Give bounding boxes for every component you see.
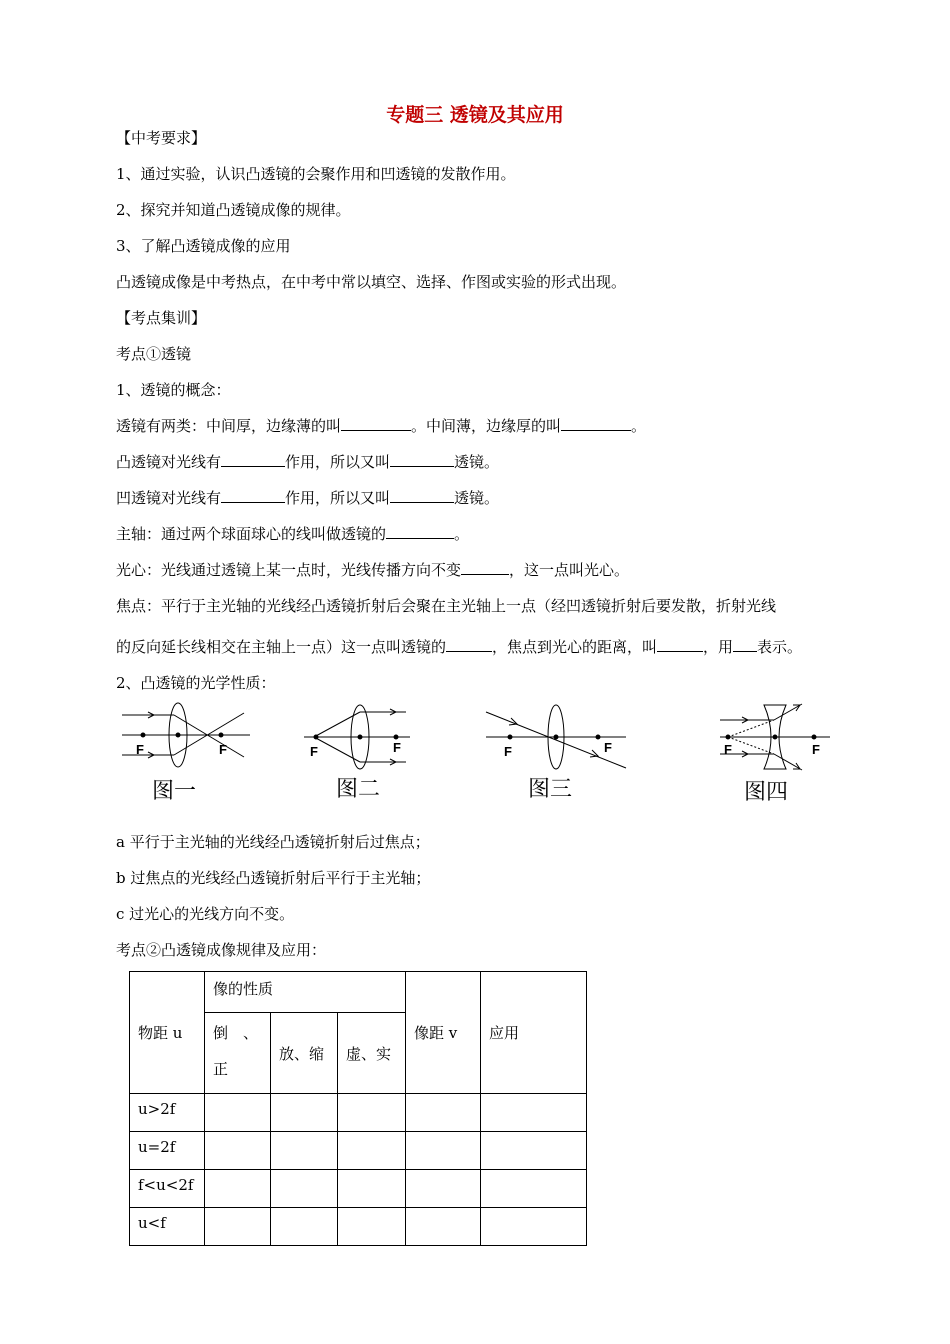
answer-cell[interactable]: [481, 1208, 587, 1246]
focus-point: [219, 733, 223, 737]
answer-cell[interactable]: [338, 1208, 406, 1246]
header-virtual-real: 虚、实: [338, 1013, 406, 1094]
kp1-l2b: 作用，所以又叫: [285, 453, 391, 471]
prop-b: b 过焦点的光线经凸透镜折射后平行于主光轴；: [116, 869, 431, 887]
focus-point: [812, 735, 816, 739]
focus-point: [726, 735, 730, 739]
blank[interactable]: [341, 416, 411, 431]
optical-center: [176, 733, 180, 737]
kp1-line-1: [116, 416, 646, 436]
page-title: 专题三 透镜及其应用: [386, 104, 564, 126]
header-inverted-upright: [205, 1013, 271, 1094]
answer-cell[interactable]: [205, 1094, 271, 1132]
kp1-l1a: 透镜有两类：中间厚，边缘薄的叫: [116, 417, 342, 435]
prop-c: c 过光心的光线方向不变。: [116, 905, 295, 923]
row-condition: u<f: [130, 1208, 205, 1246]
header-enlarged-reduced: 放、缩: [271, 1013, 338, 1094]
figure-label: 图二: [336, 776, 381, 801]
header-image-distance: 像距 v: [406, 972, 481, 1094]
answer-cell[interactable]: [406, 1208, 481, 1246]
header-image-nature: 像的性质: [205, 972, 406, 1013]
blank[interactable]: [461, 560, 509, 575]
answer-cell[interactable]: [271, 1132, 338, 1170]
kp1-s1-title: 1、透镜的概念：: [116, 381, 231, 399]
answer-cell[interactable]: [271, 1094, 338, 1132]
kp1-s2-title: 2、凸透镜的光学性质：: [116, 674, 276, 692]
answer-cell[interactable]: [481, 1170, 587, 1208]
figure-label: 图四: [744, 779, 789, 804]
figure-1: [122, 703, 250, 803]
kp1-line-4: [116, 524, 469, 544]
kp2-title: 考点②凸透镜成像规律及应用：: [116, 941, 327, 959]
kp1-l4b: 。: [454, 525, 470, 543]
focus-label: F: [393, 740, 401, 755]
kp1-l7d: 表示。: [757, 638, 803, 656]
answer-cell[interactable]: [338, 1132, 406, 1170]
focus-label: F: [310, 744, 318, 759]
prop-a: a 平行于主光轴的光线经凸透镜折射后过焦点；: [116, 833, 430, 851]
ray: [774, 754, 802, 770]
focus-label: F: [136, 742, 144, 757]
answer-cell[interactable]: [338, 1094, 406, 1132]
req-item-2: 2、探究并知道凸透镜成像的规律。: [116, 201, 351, 219]
focus-point: [508, 735, 512, 739]
ray: [314, 737, 360, 762]
ray: [314, 712, 360, 737]
optical-center: [773, 735, 777, 739]
kp1-l1b: 。中间薄，边缘厚的叫: [411, 417, 562, 435]
kp1-l3a: 凹透镜对光线有: [116, 489, 222, 507]
answer-cell[interactable]: [406, 1094, 481, 1132]
answer-cell[interactable]: [406, 1132, 481, 1170]
lens-diagrams: [110, 696, 850, 808]
answer-cell[interactable]: [205, 1170, 271, 1208]
kp1-l7a: 的反向延长线相交在主轴上一点）这一点叫透镜的: [116, 638, 447, 656]
figure-3: [486, 705, 626, 801]
blank[interactable]: [657, 637, 703, 652]
kp1-l5b: ，这一点叫光心。: [509, 561, 630, 579]
kp1-l7c: ，用: [703, 638, 734, 656]
row-condition: u>2f: [130, 1094, 205, 1132]
figure-2: [304, 705, 410, 801]
kp1-line-2: [116, 452, 499, 472]
focus-label: F: [812, 742, 820, 757]
row-condition: f<u<2f: [130, 1170, 205, 1208]
focus-point: [394, 735, 398, 739]
ray: [174, 715, 244, 757]
kp1-line-6: 焦点：平行于主光轴的光线经凸透镜折射后会聚在主光轴上一点（经凹透镜折射后要发散，折射光线: [116, 597, 777, 615]
blank[interactable]: [446, 637, 492, 652]
focus-point: [596, 735, 600, 739]
kp1-l4a: 主轴：通过两个球面球心的线叫做透镜的: [116, 525, 387, 543]
header-object-distance: 物距 u: [130, 972, 205, 1094]
extension-line: [728, 737, 774, 754]
blank[interactable]: [733, 637, 757, 652]
blank[interactable]: [221, 452, 285, 467]
answer-cell[interactable]: [338, 1170, 406, 1208]
answer-cell[interactable]: [406, 1170, 481, 1208]
blank[interactable]: [386, 524, 454, 539]
blank[interactable]: [561, 416, 631, 431]
imaging-rules-table: [129, 971, 587, 1246]
train-heading: 【考点集训】: [116, 309, 207, 327]
row-condition: u=2f: [130, 1132, 205, 1170]
kp1-l7b: ，焦点到光心的距离，叫: [492, 638, 658, 656]
kp1-l2c: 透镜。: [454, 453, 500, 471]
kp1-l3c: 透镜。: [454, 489, 500, 507]
kp1-l3b: 作用，所以又叫: [285, 489, 391, 507]
focus-label: F: [604, 740, 612, 755]
req-item-3: 3、了解凸透镜成像的应用: [116, 237, 291, 255]
kp1-title: 考点①透镜: [116, 345, 192, 363]
answer-cell[interactable]: [481, 1094, 587, 1132]
kp1-line-7: [116, 637, 802, 657]
focus-point: [314, 735, 318, 739]
focus-label: F: [724, 742, 732, 757]
blank[interactable]: [221, 488, 285, 503]
req-heading: 【中考要求】: [116, 129, 207, 147]
optical-center: [554, 735, 558, 739]
header-inverted-line-1: 倒 、: [213, 1024, 259, 1042]
optical-center: [358, 735, 362, 739]
kp1-line-5: [116, 560, 629, 580]
req-item-1: 1、通过实验，认识凸透镜的会聚作用和凹透镜的发散作用。: [116, 165, 516, 183]
answer-cell[interactable]: [205, 1132, 271, 1170]
ray: [774, 704, 802, 720]
focus-label: F: [504, 744, 512, 759]
kp1-l1c: 。: [631, 417, 647, 435]
kp1-l5a: 光心：光线通过透镜上某一点时，光线传播方向不变: [116, 561, 462, 579]
answer-cell[interactable]: [271, 1208, 338, 1246]
figure-label: 图三: [528, 776, 573, 801]
focus-label: F: [219, 742, 227, 757]
header-application: 应用: [481, 972, 587, 1094]
kp1-l2a: 凸透镜对光线有: [116, 453, 222, 471]
focus-point: [141, 733, 145, 737]
figure-label: 图一: [152, 778, 197, 803]
req-note: 凸透镜成像是中考热点，在中考中常以填空、选择、作图或实验的形式出现。: [116, 273, 627, 291]
answer-cell[interactable]: [481, 1132, 587, 1170]
ray: [174, 713, 244, 755]
figure-4: [720, 704, 830, 804]
kp1-line-3: [116, 488, 499, 508]
blank[interactable]: [390, 488, 454, 503]
arrow-icon: [590, 750, 598, 757]
answer-cell[interactable]: [271, 1170, 338, 1208]
extension-line: [728, 720, 774, 737]
answer-cell[interactable]: [205, 1208, 271, 1246]
header-inverted-line-2: 正: [213, 1060, 229, 1078]
blank[interactable]: [390, 452, 454, 467]
